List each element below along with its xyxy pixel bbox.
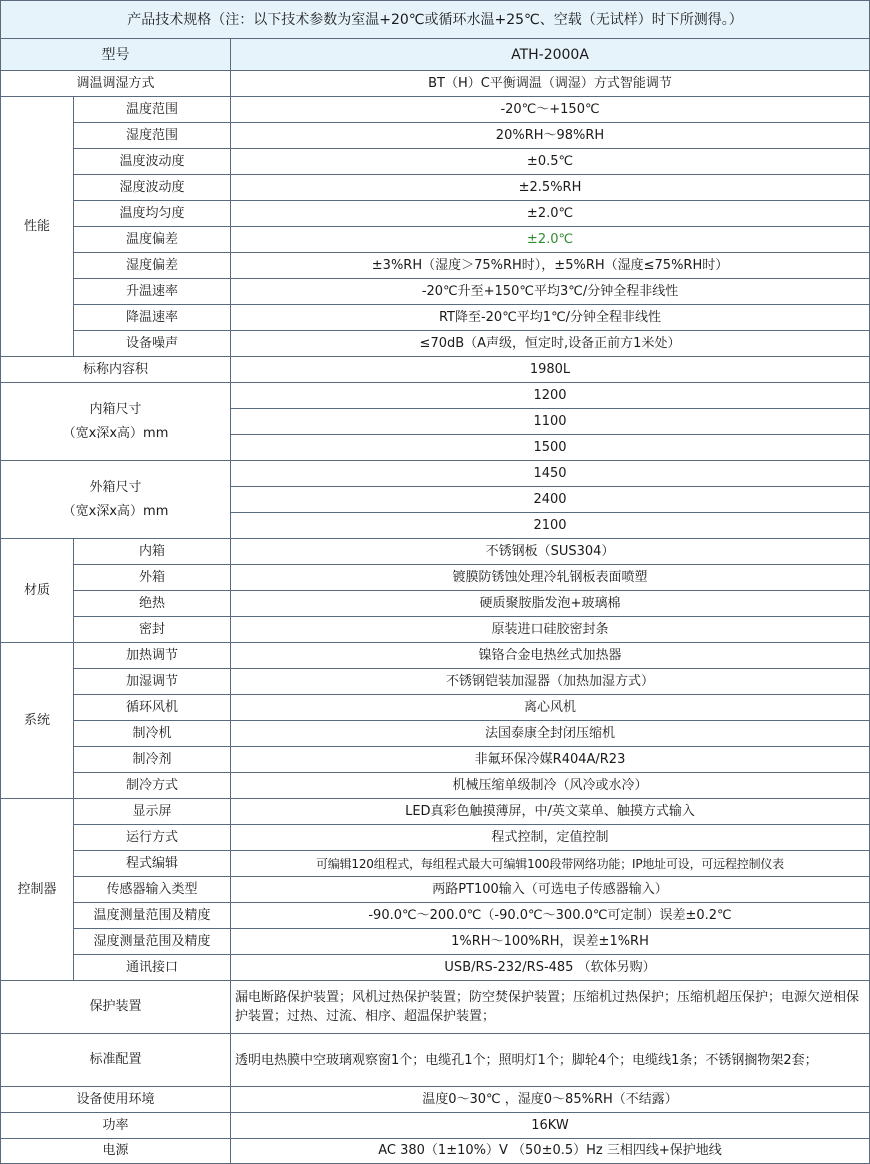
group-performance: 性能: [1, 97, 74, 357]
row-value: ±2.5%RH: [231, 175, 870, 201]
table-row: [1, 1034, 870, 1087]
table-row: [1, 383, 870, 409]
table-row: [1, 773, 870, 799]
table-row: [1, 903, 870, 929]
table-row: [1, 71, 870, 97]
row-value: 温度0～30℃ ，湿度0～85%RH（不结露）: [231, 1087, 870, 1113]
row-label: 显示屏: [74, 799, 231, 825]
table-row: [1, 539, 870, 565]
table-row: [1, 565, 870, 591]
row-value: ±3%RH（湿度＞75%RH时），±5%RH（湿度≤75%RH时）: [231, 253, 870, 279]
outer-size-label-line2: （宽x深x高）mm: [62, 503, 169, 519]
table-row: [1, 1139, 870, 1164]
table-row: [1, 955, 870, 981]
model-label: 型号: [1, 39, 231, 71]
table-row: [1, 825, 870, 851]
row-value: USB/RS-232/RS-485 （软体另购）: [231, 955, 870, 981]
row-value: RT降至-20℃平均1℃/分钟全程非线性: [231, 305, 870, 331]
row-label: 温度偏差: [74, 227, 231, 253]
row-label: 设备噪声: [74, 331, 231, 357]
header-row: [1, 1, 870, 39]
row-value: 机械压缩单级制冷（风冷或水冷）: [231, 773, 870, 799]
row-value: 非氟环保冷媒R404A/R23: [231, 747, 870, 773]
row-value: AC 380（1±10%）V （50±0.5）Hz 三相四线+保护地线: [231, 1139, 870, 1164]
row-label: 密封: [74, 617, 231, 643]
row-label: 温度范围: [74, 97, 231, 123]
inner-width: 1200: [231, 383, 870, 409]
row-value: 透明电热膜中空玻璃观察窗1个；电缆孔1个；照明灯1个；脚轮4个；电缆线1条；不锈钢搁物架2套；: [231, 1034, 870, 1087]
group-material: 材质: [1, 539, 74, 643]
table-row: [1, 1087, 870, 1113]
row-value: 1%RH～100%RH，误差±1%RH: [231, 929, 870, 955]
row-value: 可编辑120组程式，每组程式最大可编辑100段带网络功能；IP地址可设，可远程控制仪表: [231, 851, 870, 877]
row-label: 湿度波动度: [74, 175, 231, 201]
row-label: 绝热: [74, 591, 231, 617]
table-row: [1, 175, 870, 201]
model-value: ATH-2000A: [231, 39, 870, 71]
table-row: [1, 357, 870, 383]
row-value: ±2.0℃: [231, 201, 870, 227]
row-label: 加热调节: [74, 643, 231, 669]
row-label: 标准配置: [1, 1034, 231, 1087]
row-label: 制冷方式: [74, 773, 231, 799]
table-row: [1, 929, 870, 955]
table-row: [1, 721, 870, 747]
row-label: 湿度范围: [74, 123, 231, 149]
row-value: 法国泰康全封闭压缩机: [231, 721, 870, 747]
table-row: [1, 695, 870, 721]
row-label: 外箱: [74, 565, 231, 591]
row-value: 不锈钢铠装加湿器（加热加湿方式）: [231, 669, 870, 695]
row-label: 电源: [1, 1139, 231, 1164]
table-row: [1, 305, 870, 331]
row-value: ≤70dB（A声级，恒定时,设备正前方1米处）: [231, 331, 870, 357]
row-label: 湿度偏差: [74, 253, 231, 279]
row-value: 两路PT100输入（可选电子传感器输入）: [231, 877, 870, 903]
row-label: 标称内容积: [1, 357, 231, 383]
row-label: 循环风机: [74, 695, 231, 721]
row-label: 制冷剂: [74, 747, 231, 773]
row-label: 制冷机: [74, 721, 231, 747]
outer-size-label: [1, 461, 231, 539]
row-value: 16KW: [231, 1113, 870, 1139]
inner-size-label: [1, 383, 231, 461]
row-value: 硬质聚胺脂发泡+玻璃棉: [231, 591, 870, 617]
row-label: 保护装置: [1, 981, 231, 1034]
row-label: 内箱: [74, 539, 231, 565]
row-value: 原装进口硅胶密封条: [231, 617, 870, 643]
table-row: [1, 123, 870, 149]
row-value: 20%RH～98%RH: [231, 123, 870, 149]
table-row: [1, 253, 870, 279]
group-system: 系统: [1, 643, 74, 799]
row-value: 1980L: [231, 357, 870, 383]
model-row: [1, 39, 870, 71]
group-controller: 控制器: [1, 799, 74, 981]
row-label: 调温调湿方式: [1, 71, 231, 97]
table-row: [1, 1113, 870, 1139]
table-row: [1, 799, 870, 825]
table-row: [1, 669, 870, 695]
table-row: [1, 149, 870, 175]
row-value: 不锈钢板（SUS304）: [231, 539, 870, 565]
outer-width: 1450: [231, 461, 870, 487]
row-label: 湿度测量范围及精度: [74, 929, 231, 955]
table-row: [1, 851, 870, 877]
inner-height: 1500: [231, 435, 870, 461]
table-row: [1, 877, 870, 903]
row-value: 镀膜防锈蚀处理冷轧钢板表面喷塑: [231, 565, 870, 591]
inner-depth: 1100: [231, 409, 870, 435]
row-value: 离心风机: [231, 695, 870, 721]
row-value: BT（H）C平衡调温（调湿）方式智能调节: [231, 71, 870, 97]
table-header: 产品技术规格（注：以下技术参数为室温+20℃或循环水温+25℃、空载（无试样）时下所测得。）: [1, 1, 870, 39]
row-label: 加湿调节: [74, 669, 231, 695]
row-label: 通讯接口: [74, 955, 231, 981]
outer-size-label-line1: 外箱尺寸: [89, 479, 142, 495]
row-label: 传感器输入类型: [74, 877, 231, 903]
row-label: 功率: [1, 1113, 231, 1139]
table-row: [1, 747, 870, 773]
row-label: 温度均匀度: [74, 201, 231, 227]
row-value: 程式控制，定值控制: [231, 825, 870, 851]
table-row: [1, 97, 870, 123]
table-row: [1, 461, 870, 487]
outer-height: 2100: [231, 513, 870, 539]
table-row: [1, 279, 870, 305]
row-value: LED真彩色触摸薄屏，中/英文菜单、触摸方式输入: [231, 799, 870, 825]
table-row: [1, 201, 870, 227]
table-row: [1, 331, 870, 357]
row-value: ±0.5℃: [231, 149, 870, 175]
table-row: [1, 591, 870, 617]
row-label: 温度波动度: [74, 149, 231, 175]
row-value: -20℃升至+150℃平均3℃/分钟全程非线性: [231, 279, 870, 305]
inner-size-label-line1: 内箱尺寸: [89, 401, 142, 417]
row-value: 漏电断路保护装置；风机过热保护装置；防空焚保护装置；压缩机过热保护；压缩机超压保护；电源欠逆相保护装置；过热、过流、相序、超温保护装置；: [231, 981, 870, 1034]
row-value: 镍铬合金电热丝式加热器: [231, 643, 870, 669]
row-label: 降温速率: [74, 305, 231, 331]
table-row: [1, 617, 870, 643]
table-row: [1, 227, 870, 253]
row-value: -90.0℃～200.0℃（-90.0℃～300.0℃可定制）误差±0.2℃: [231, 903, 870, 929]
row-label: 设备使用环境: [1, 1087, 231, 1113]
row-label: 运行方式: [74, 825, 231, 851]
row-value: ±2.0℃: [231, 227, 870, 253]
table-row: [1, 643, 870, 669]
row-label: 温度测量范围及精度: [74, 903, 231, 929]
row-label: 升温速率: [74, 279, 231, 305]
row-value: -20℃～+150℃: [231, 97, 870, 123]
outer-depth: 2400: [231, 487, 870, 513]
row-label: 程式编辑: [74, 851, 231, 877]
table-row: [1, 981, 870, 1034]
inner-size-label-line2: （宽x深x高）mm: [62, 425, 169, 441]
